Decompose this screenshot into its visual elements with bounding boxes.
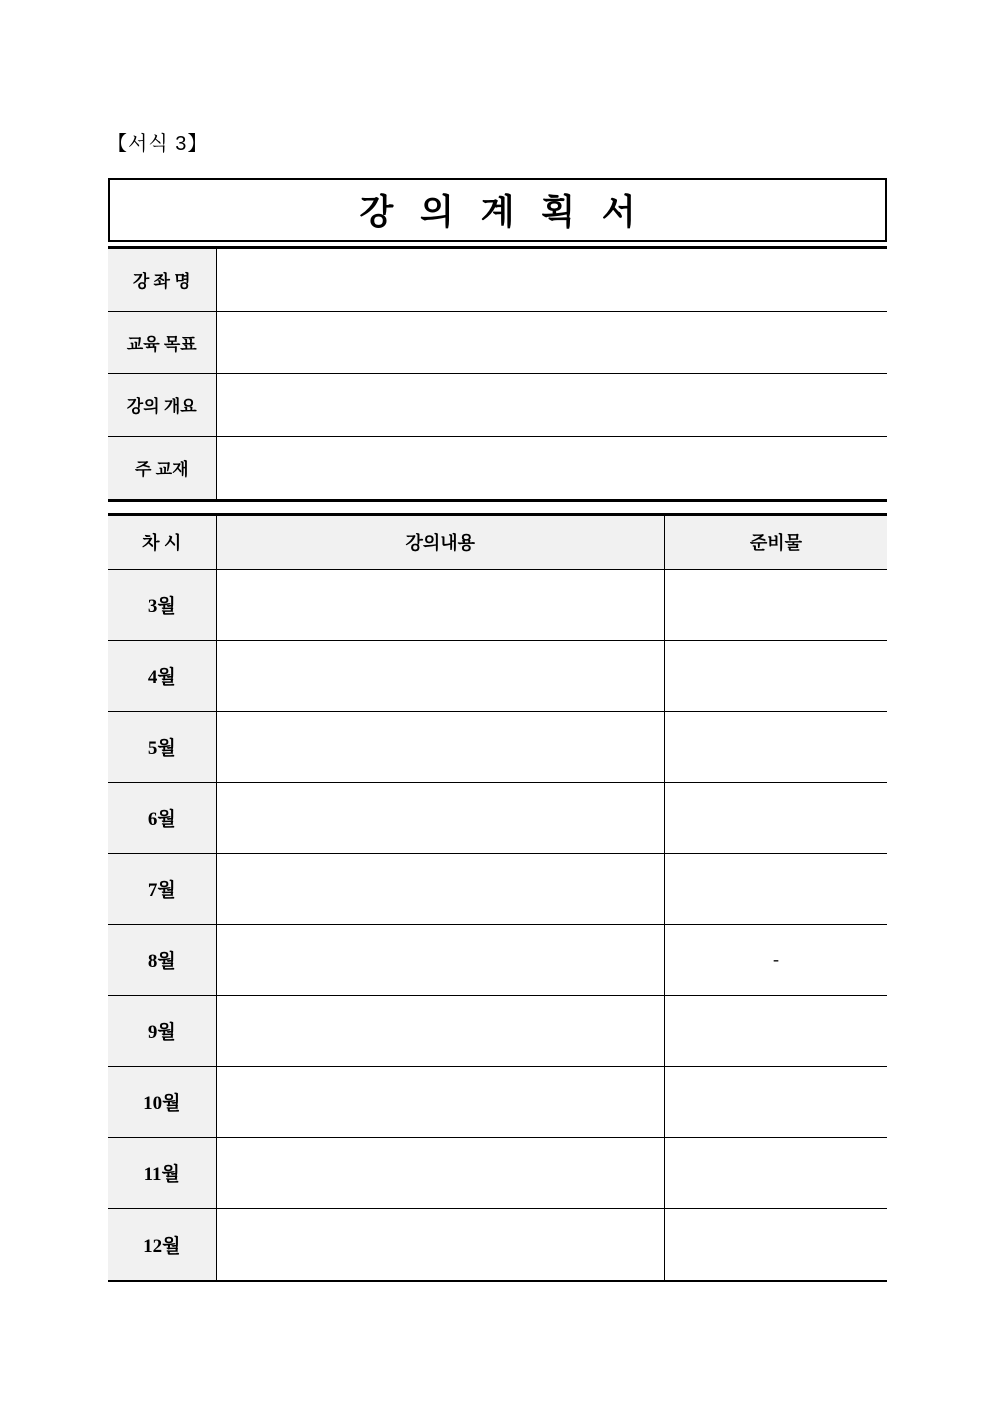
content-cell — [217, 1067, 666, 1137]
content-cell — [217, 712, 666, 782]
schedule-row-march — [108, 570, 887, 641]
materials-cell — [665, 1067, 887, 1137]
schedule-row-may — [108, 712, 887, 783]
table-row — [108, 249, 887, 312]
content-cell — [217, 1138, 666, 1208]
schedule-row-august — [108, 925, 887, 996]
info-label-lecture-overview: 강의 개요 — [108, 374, 217, 436]
schedule-header-row — [108, 516, 887, 570]
materials-cell — [665, 712, 887, 782]
schedule-row-december — [108, 1209, 887, 1280]
table-row — [108, 437, 887, 500]
header-materials: 준비물 — [665, 516, 887, 569]
info-value-education-goal — [217, 312, 888, 374]
month-label: 5월 — [108, 712, 217, 782]
schedule-row-july — [108, 854, 887, 925]
content-cell — [217, 996, 666, 1066]
month-label: 10월 — [108, 1067, 217, 1137]
info-label-main-textbook: 주 교재 — [108, 437, 217, 500]
month-label: 8월 — [108, 925, 217, 995]
info-value-lecture-overview — [217, 374, 888, 436]
materials-cell — [665, 996, 887, 1066]
info-value-main-textbook — [217, 437, 888, 500]
materials-cell — [665, 1209, 887, 1280]
schedule-row-june — [108, 783, 887, 854]
form-number-tag: 【서식 3】 — [107, 133, 209, 155]
document-title-box — [108, 178, 887, 242]
materials-cell — [665, 641, 887, 711]
content-cell — [217, 641, 666, 711]
month-label: 12월 — [108, 1209, 217, 1280]
info-value-course-name — [217, 249, 888, 311]
content-cell — [217, 570, 666, 640]
content-cell — [217, 783, 666, 853]
table-row — [108, 312, 887, 375]
content-cell — [217, 1209, 666, 1280]
info-label-education-goal: 교육 목표 — [108, 312, 217, 374]
info-label-course-name: 강 좌 명 — [108, 249, 217, 311]
schedule-table — [108, 513, 887, 1282]
month-label: 7월 — [108, 854, 217, 924]
schedule-row-september — [108, 996, 887, 1067]
materials-cell — [665, 1138, 887, 1208]
schedule-row-april — [108, 641, 887, 712]
month-label: 4월 — [108, 641, 217, 711]
content-cell — [217, 925, 666, 995]
materials-cell — [665, 570, 887, 640]
schedule-row-october — [108, 1067, 887, 1138]
course-info-table — [108, 246, 887, 502]
content-cell — [217, 854, 666, 924]
month-label: 3월 — [108, 570, 217, 640]
materials-cell — [665, 854, 887, 924]
schedule-row-november — [108, 1138, 887, 1209]
materials-cell — [665, 783, 887, 853]
header-session: 차 시 — [108, 516, 217, 569]
table-row — [108, 374, 887, 437]
document-title: 강 의 계 획 서 — [359, 193, 645, 232]
month-label: 11월 — [108, 1138, 217, 1208]
month-label: 6월 — [108, 783, 217, 853]
month-label: 9월 — [108, 996, 217, 1066]
materials-cell: - — [773, 949, 779, 969]
header-content: 강의내용 — [217, 516, 666, 569]
